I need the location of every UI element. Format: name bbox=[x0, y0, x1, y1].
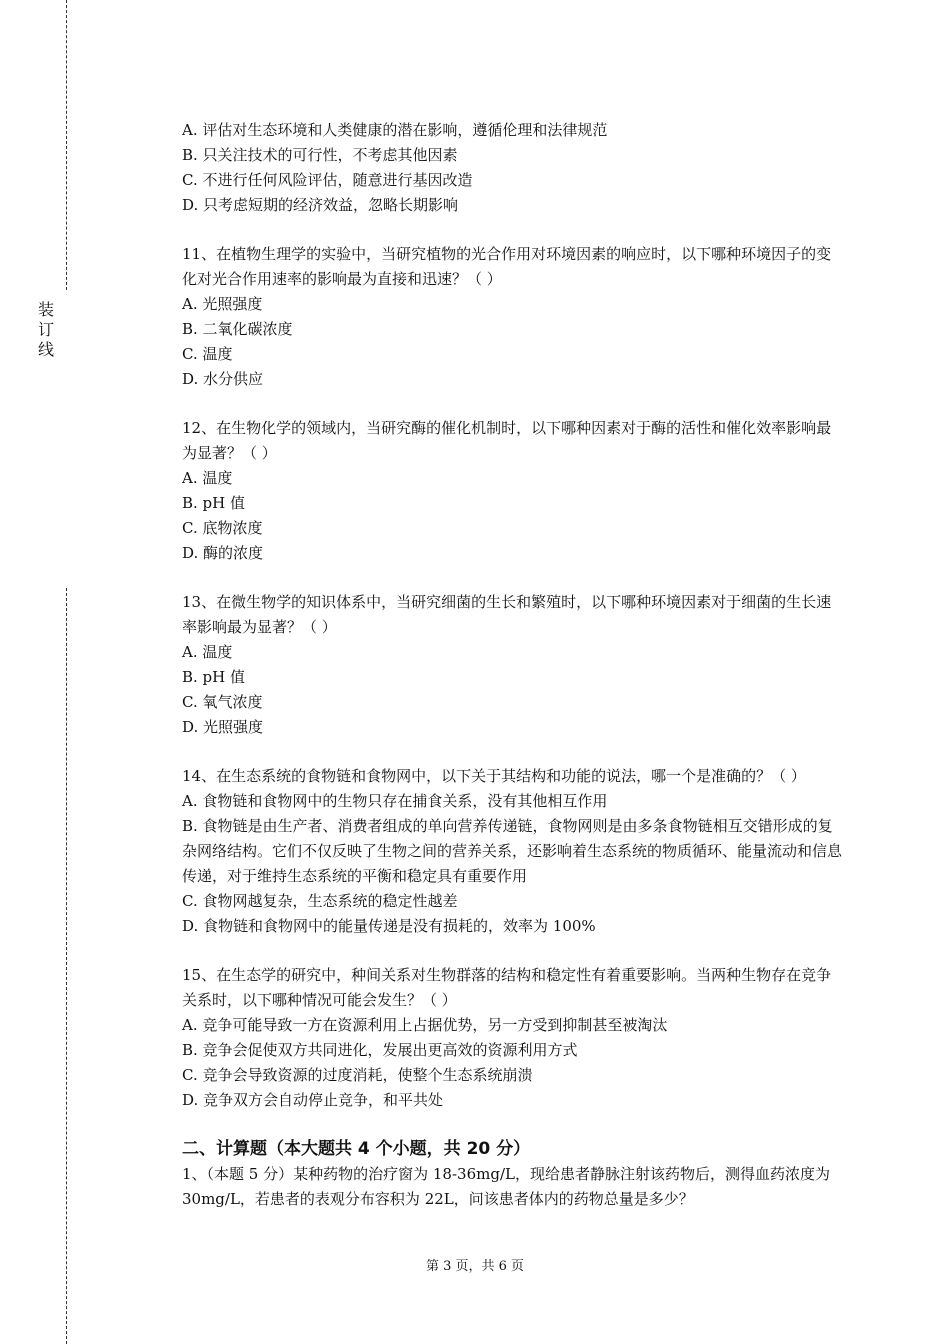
question-stem: 14、在生态系统的食物链和食物网中，以下关于其结构和功能的说法，哪一个是准确的？（ ） bbox=[182, 767, 806, 785]
question-11 bbox=[182, 242, 842, 392]
option-b: B. pH 值 bbox=[182, 668, 246, 686]
question-stem: 12、在生物化学的领域内，当研究酶的催化机制时，以下哪种因素对于酶的活性和催化效率影响最为显著？（ ） bbox=[182, 419, 832, 462]
binding-line-bottom bbox=[66, 588, 67, 1344]
option-c: C. 食物网越复杂，生态系统的稳定性越差 bbox=[182, 892, 458, 910]
option-d: D. 水分供应 bbox=[182, 370, 264, 388]
question-10-options bbox=[182, 118, 842, 218]
section-title: 二、计算题（本大题共 4 个小题，共 20 分） bbox=[182, 1139, 531, 1159]
option-b: B. pH 值 bbox=[182, 494, 246, 512]
page-footer: 第 3 页，共 6 页 bbox=[425, 1259, 525, 1274]
question-12 bbox=[182, 416, 842, 566]
option-c: C. 底物浓度 bbox=[182, 519, 263, 537]
question-stem: 15、在生态学的研究中，种间关系对生物群落的结构和稳定性有着重要影响。当两种生物存在竞争关系时，以下哪种情况可能会发生？（ ） bbox=[182, 966, 832, 1009]
option-c: C. 温度 bbox=[182, 345, 233, 363]
question-15 bbox=[182, 963, 842, 1113]
option-a: A. 光照强度 bbox=[182, 295, 263, 313]
question-14 bbox=[182, 764, 842, 939]
binding-line-top bbox=[66, 0, 67, 290]
option-a: A. 竞争可能导致一方在资源利用上占据优势，另一方受到抑制甚至被淘汰 bbox=[182, 1016, 668, 1034]
option-b: B. 二氧化碳浓度 bbox=[182, 320, 293, 338]
option-c: C. 氧气浓度 bbox=[182, 693, 263, 711]
question-stem: 13、在微生物学的知识体系中，当研究细菌的生长和繁殖时，以下哪种环境因素对于细菌的生长速率影响最为显著？（ ） bbox=[182, 593, 832, 636]
page-content bbox=[182, 118, 842, 1212]
option-c: C. 竞争会导致资源的过度消耗，使整个生态系统崩溃 bbox=[182, 1066, 533, 1084]
option-d: D. 只考虑短期的经济效益，忽略长期影响 bbox=[182, 196, 459, 214]
option-d: D. 食物链和食物网中的能量传递是没有损耗的，效率为 100% bbox=[182, 917, 596, 935]
option-a: A. 评估对生态环境和人类健康的潜在影响，遵循伦理和法律规范 bbox=[182, 121, 608, 139]
option-a: A. 温度 bbox=[182, 469, 233, 487]
option-c: C. 不进行任何风险评估，随意进行基因改造 bbox=[182, 171, 473, 189]
option-d: D. 竞争双方会自动停止竞争，和平共处 bbox=[182, 1091, 444, 1109]
option-d: D. 酶的浓度 bbox=[182, 544, 264, 562]
option-a: A. 温度 bbox=[182, 643, 233, 661]
question-13 bbox=[182, 590, 842, 740]
option-d: D. 光照强度 bbox=[182, 718, 264, 736]
option-b: B. 只关注技术的可行性，不考虑其他因素 bbox=[182, 146, 458, 164]
option-b: B. 竞争会促使双方共同进化，发展出更高效的资源利用方式 bbox=[182, 1041, 578, 1059]
question-stem: 11、在植物生理学的实验中，当研究植物的光合作用对环境因素的响应时，以下哪种环境因子的变化对光合作用速率的影响最为直接和迅速？（ ） bbox=[182, 245, 832, 288]
calculation-question-1: 1、（本题 5 分）某种药物的治疗窗为 18-36mg/L，现给患者静脉注射该药物后，测得血药浓度为 30mg/L，若患者的表观分布容积为 22L，问该患者体内的药物总量是多少？ bbox=[182, 1165, 830, 1208]
binding-label: 装订线 bbox=[37, 300, 54, 359]
option-b: B. 食物链是由生产者、消费者组成的单向营养传递链，食物网则是由多条食物链相互交错形成的复杂网络结构。它们不仅反映了生物之间的营养关系，还影响着生态系统的物质循环、能量流动和信息传递，对于维持生态系统的平衡和稳定具有重要作用 bbox=[182, 817, 843, 885]
option-a: A. 食物链和食物网中的生物只存在捕食关系，没有其他相互作用 bbox=[182, 792, 608, 810]
